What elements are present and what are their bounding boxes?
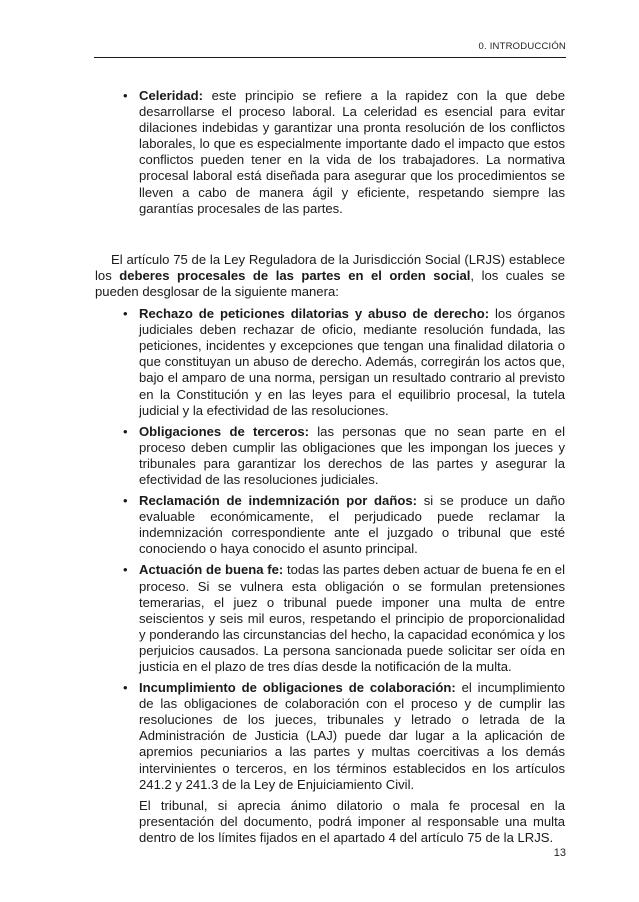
bullet-icon: •	[123, 562, 128, 578]
item-lead: Rechazo de peticiones dilatorias y abuso de derecho:	[139, 306, 490, 322]
list-item	[95, 424, 565, 488]
page-number: 13	[553, 847, 566, 859]
list-item	[95, 306, 565, 419]
page-body	[95, 88, 565, 846]
item-text: todas las partes deben actuar de buena fe en el proceso. Si se vulnera esta obligación o se formulan pretensiones temerarias, el juez o tribunal puede imponer una multa de entre seiscientos y seis mil euros, respetando el principio de proporcionalidad y ponderando las circunstancias del hecho, la capacidad económica y los perjuicios causados. La persona sancionada puede solicitar ser oída en justicia en el plazo de tres días desde la notificación de la multa.	[139, 562, 565, 674]
closing-paragraph: El tribunal, si aprecia ánimo dilatorio o mala fe procesal en la presentación del documento, podrá imponer al responsable una multa dentro de los límites fijados en el apartado 4 del artículo 75 de la LRJS.	[139, 797, 565, 845]
list-item	[95, 562, 565, 675]
item-lead: Reclamación de indemnización por daños:	[139, 493, 417, 509]
item-text: las personas que no sean parte en el proceso deben cumplir las obligaciones que les impongan los jueces y tribunales para garantizar los derechos de las partes y asegurar la efectividad de las resoluciones judiciales.	[139, 423, 565, 487]
list-item-celeridad	[95, 88, 565, 217]
bullet-icon: •	[123, 493, 128, 509]
item-text: si se produce un daño evaluable económicamente, el perjudicado puede reclamar la indemnización correspondiente ante el juzgado o tribunal que esté conociendo o haya conocido el asunto principal.	[139, 493, 565, 557]
item-text: este principio se refiere a la rapidez con la que debe desarrollarse el proceso laboral. La celeridad es esencial para evitar dilaciones indebidas y garantizar una pronta resolución de los conflictos laborales, lo que es especialmente importante dado el impacto que estos conflictos pueden tener en la vida de los trabajadores. La normativa procesal laboral está diseñada para asegurar que los procedimientos se lleven a cabo de manera ágil y eficiente, respetando siempre las garantías procesales de las partes.	[139, 88, 565, 216]
bullet-icon: •	[123, 306, 128, 322]
item-lead: Celeridad:	[139, 88, 204, 103]
list-item	[95, 493, 565, 557]
intro-text-end: , los cuales se pueden desglosar de la siguiente manera:	[95, 267, 565, 299]
header-rule	[94, 57, 566, 58]
item-lead: Obligaciones de terceros:	[139, 423, 310, 439]
intro-emphasis: deberes procesales de las partes en el orden social	[119, 267, 471, 283]
bullet-icon: •	[123, 680, 128, 696]
intro-text-start: El artículo 75 de la Ley Reguladora de la Jurisdicción Social (LRJS) establece los	[95, 251, 565, 283]
running-header: 0. INTRODUCCIÓN	[478, 41, 566, 52]
intro-paragraph	[95, 252, 565, 300]
spacer	[95, 222, 565, 252]
list-item	[95, 680, 565, 793]
item-lead: Actuación de buena fe:	[139, 562, 284, 578]
item-text: los órganos judiciales deben rechazar de oficio, mediante resolución fundada, las peticiones, incidentes y excepciones que tengan una finalidad dilatoria o que constituyan un abuso de derecho. Además, corregirán los actos que, bajo el amparo de una norma, persigan un resultado contrario al previsto en la Constitución y en las leyes para el equilibrio procesal, la tutela judicial y la efectividad de las resoluciones.	[139, 306, 565, 418]
item-lead: Incumplimiento de obligaciones de colaboración:	[139, 680, 456, 696]
bullet-icon: •	[123, 88, 128, 103]
bullet-icon: •	[123, 423, 128, 439]
item-text: el incumplimiento de las obligaciones de colaboración con el proceso y de cumplir las resoluciones de los jueces, tribunales y letrado o letrada de la Administración de Justicia (LAJ) puede dar lugar a la aplicación de apremios pecuniarios a las partes y multas coercitivas a los demás intervinientes o terceros, en los términos establecidos en los artículos 241.2 y 241.3 de la Ley de Enjuiciamiento Civil.	[139, 680, 565, 792]
